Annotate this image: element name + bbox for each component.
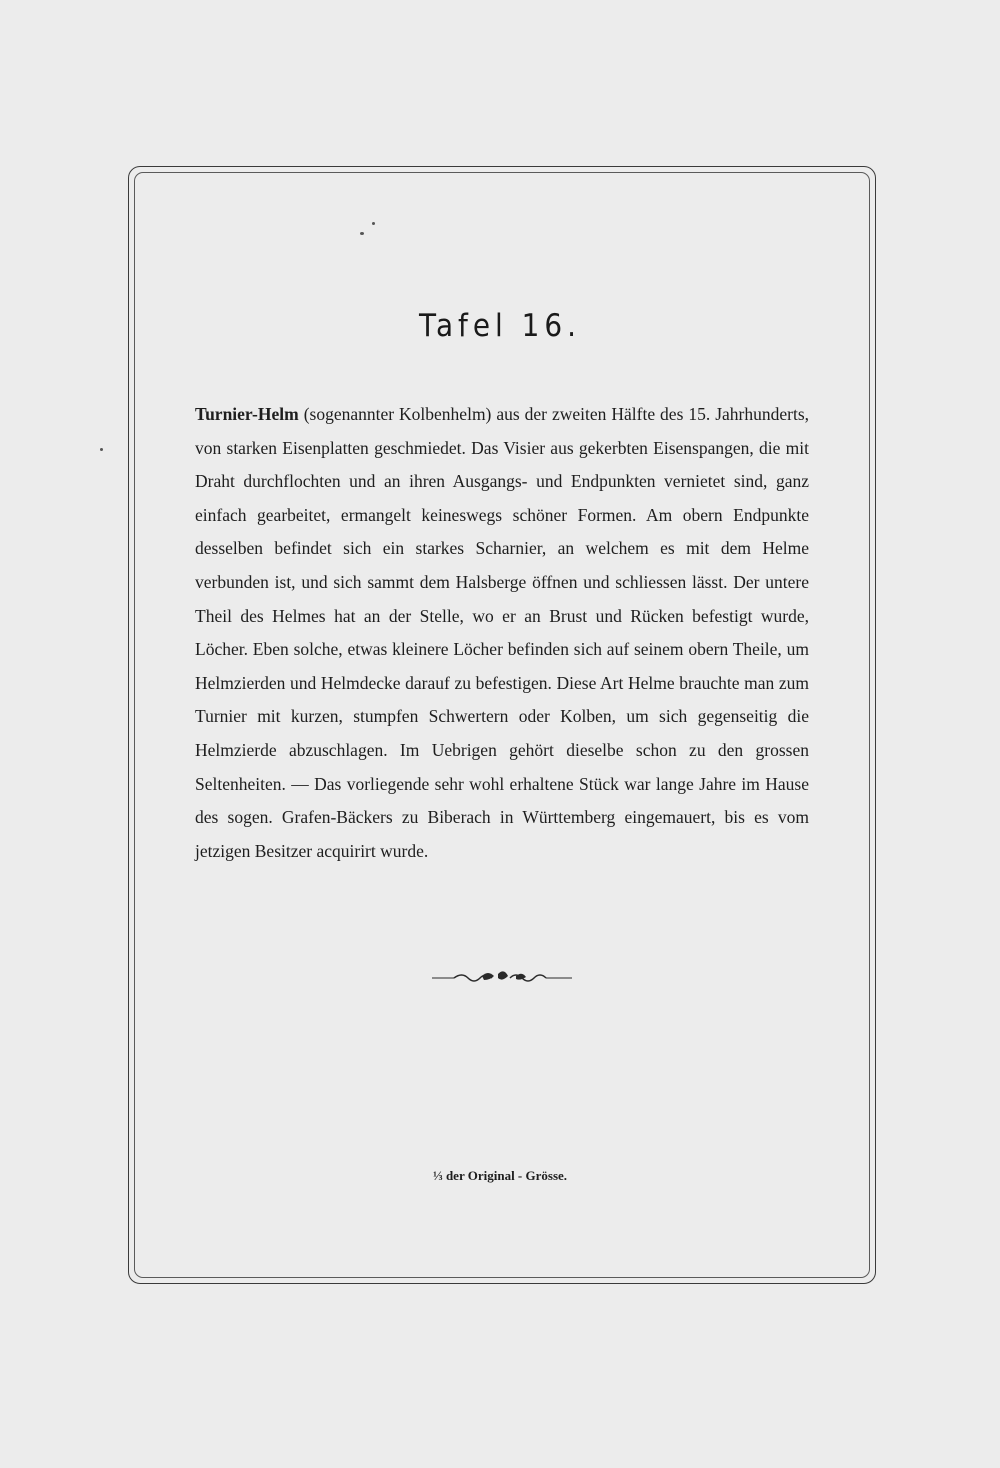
paper-speck [372, 222, 375, 225]
plate-description [195, 398, 809, 868]
scale-note: ⅓ der Original - Grösse. [432, 1168, 568, 1183]
lead-term: Turnier-Helm [195, 404, 299, 424]
paper-speck [360, 232, 364, 235]
paper-speck [100, 448, 103, 451]
description-text: (sogenannter Kolbenhelm) aus der zweiten Hälfte des 15. Jahrhunderts, von starken Eisenplatten geschmiedet. Das Visier aus gekerbten Eisenspangen, die mit Draht durchflochten und an ihren Ausgangs- und Endpunkten vernietet sind, ganz einfach gearbeitet, ermangelt keineswegs schöner Formen. Am obern Endpunkte desselben befindet sich ein starkes Scharnier, an welchem es mit dem Helme verbunden ist, und sich sammt dem Halsberge öffnen und schliessen lässt. Der untere Theil des Helmes hat an der Stelle, wo er an Brust und Rücken befestigt wurde, Löcher. Eben solche, etwas kleinere Löcher befinden sich auf seinem obern Theile, um Helmzierden und Helmdecke darauf zu befestigen. Diese Art Helme brauchte man zum Turnier mit kurzen, stumpfen Schwertern oder Kolben, um sich gegenseitig die Helmzierde abzuschlagen. Im Uebrigen gehört dieselbe schon zu den grossen Seltenheiten. — Das vorliegende sehr wohl erhaltene Stück war lange Jahre im Hause des sogen. Grafen-Bäckers zu Biberach in Württemberg eingemauert, bis es vom jetzigen Besitzer acquirirt wurde. [195, 404, 810, 861]
plate-title: Tafel 16. [419, 308, 581, 344]
decorative-vignette-icon [432, 968, 572, 988]
